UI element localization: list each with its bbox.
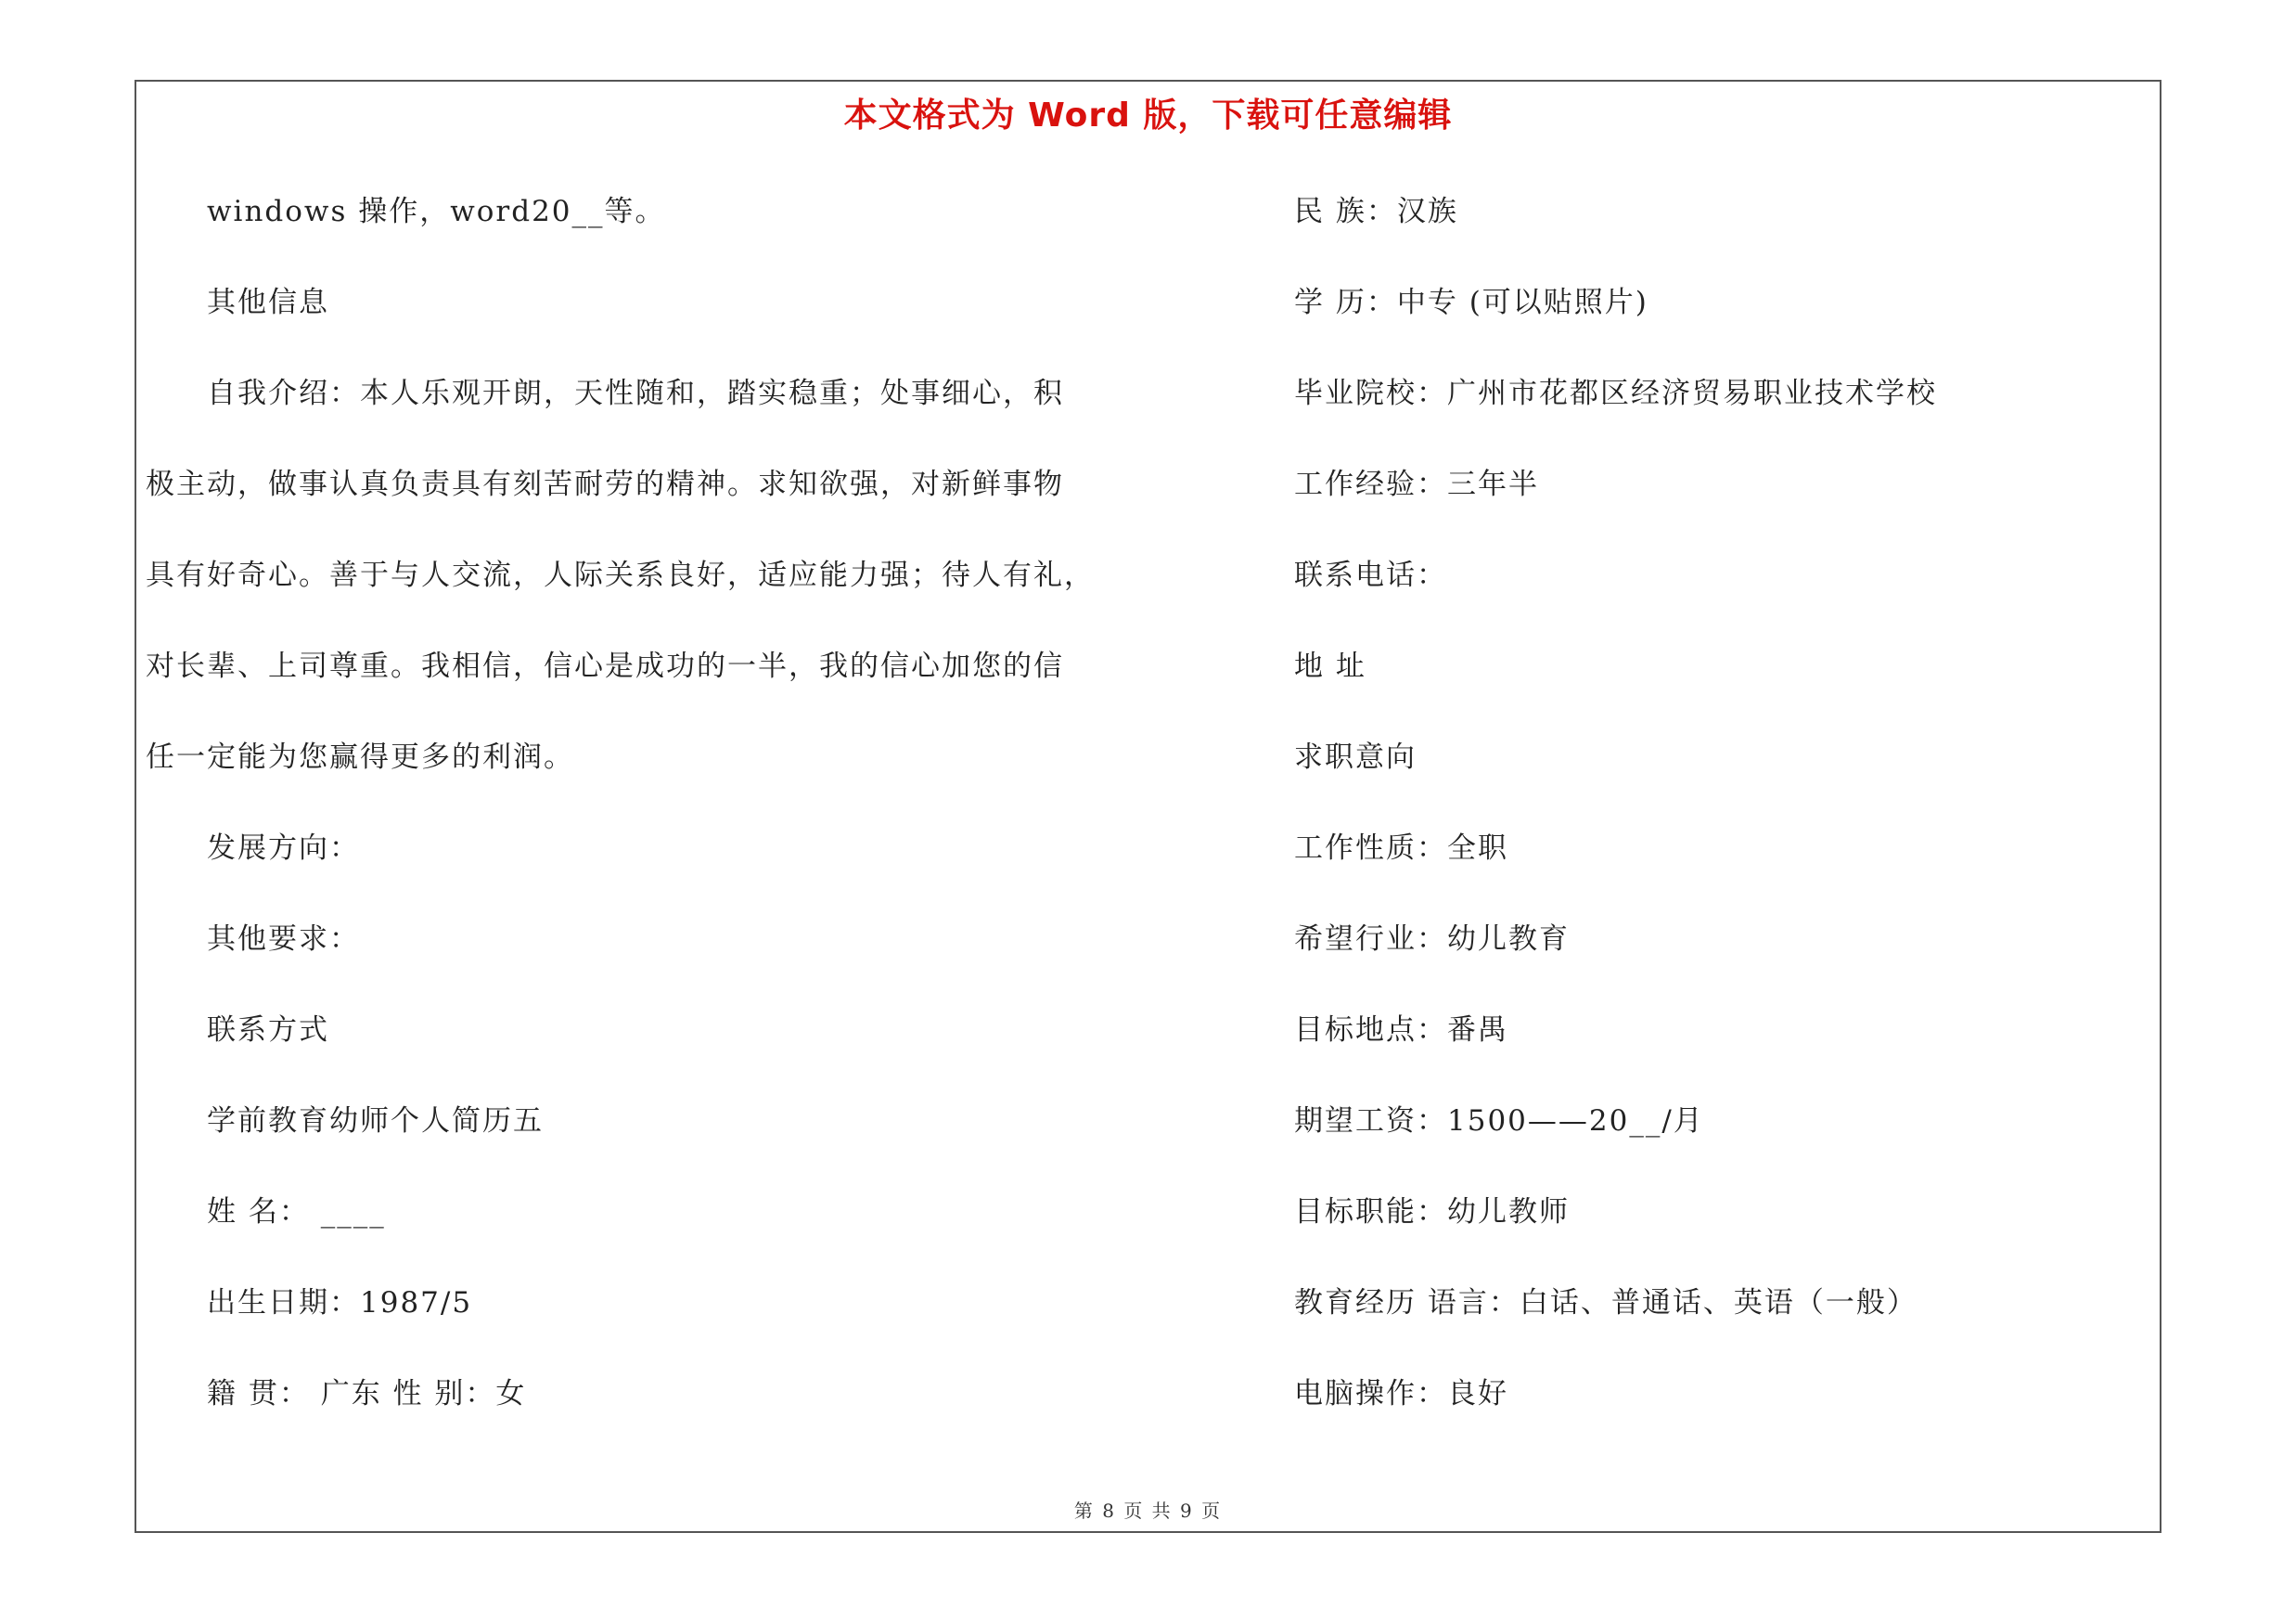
page-number-footer: 第 8 页 共 9 页 <box>1073 1500 1223 1522</box>
section-heading-job-intention: 求职意向 <box>1294 741 1417 774</box>
intro-line: 任一定能为您赢得更多的利润。 <box>146 741 574 774</box>
section-heading-other-info: 其他信息 <box>207 286 329 319</box>
field-phone: 联系电话： <box>1294 559 1447 592</box>
text-line-other-requirements: 其他要求： <box>207 922 360 956</box>
field-target-location: 目标地点：番禺 <box>1294 1013 1508 1047</box>
field-job-type: 工作性质：全职 <box>1294 831 1508 865</box>
field-experience: 工作经验：三年半 <box>1294 468 1539 501</box>
field-education: 学 历：中专 (可以贴照片) <box>1294 286 1648 319</box>
field-native-place-gender: 籍 贯： 广东 性 别：女 <box>207 1377 527 1410</box>
field-expected-salary: 期望工资：1500——20__/月 <box>1294 1104 1704 1138</box>
field-birth-date: 出生日期：1987/5 <box>207 1286 473 1320</box>
text-line-development-direction: 发展方向： <box>207 831 360 865</box>
field-computer-skills: 电脑操作：良好 <box>1294 1377 1508 1410</box>
intro-line: 自我介绍：本人乐观开朗，天性随和，踏实稳重；处事细心，积 <box>207 377 1064 410</box>
field-target-function: 目标职能：幼儿教师 <box>1294 1195 1570 1229</box>
field-school: 毕业院校：广州市花都区经济贸易职业技术学校 <box>1294 377 1937 410</box>
intro-line: 对长辈、上司尊重。我相信，信心是成功的一半，我的信心加您的信 <box>146 650 1064 683</box>
intro-line: 具有好奇心。善于与人交流，人际关系良好，适应能力强；待人有礼， <box>146 559 1095 592</box>
section-heading-resume-five: 学前教育幼师个人简历五 <box>207 1104 544 1138</box>
document-header-banner: 本文格式为 Word 版，下载可任意编辑 <box>843 97 1453 135</box>
text-line-software: windows 操作，word20__等。 <box>207 195 666 228</box>
field-name: 姓 名： ____ <box>207 1195 386 1229</box>
section-heading-contact: 联系方式 <box>207 1013 329 1047</box>
intro-line: 极主动，做事认真负责具有刻苦耐劳的精神。求知欲强，对新鲜事物 <box>146 468 1064 501</box>
field-address: 地 址 <box>1294 650 1366 683</box>
field-ethnicity: 民 族：汉族 <box>1294 195 1458 228</box>
field-education-languages: 教育经历 语言：白话、普通话、英语（一般） <box>1294 1286 1918 1320</box>
field-industry: 希望行业：幼儿教育 <box>1294 922 1570 956</box>
